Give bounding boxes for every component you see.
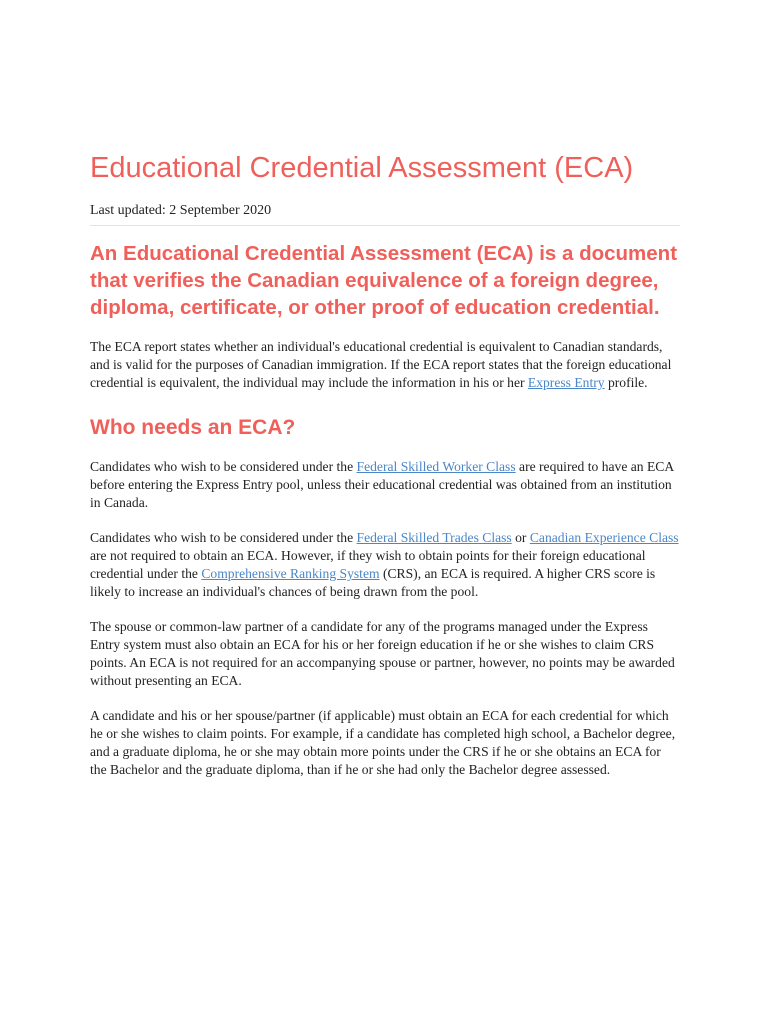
article: [90, 150, 680, 779]
fswc-paragraph: [90, 458, 680, 512]
fswc-text-1: Candidates who wish to be considered under the: [90, 459, 357, 474]
page-title: Educational Credential Assessment (ECA): [90, 152, 634, 184]
fstc-text-1: Candidates who wish to be considered under the: [90, 530, 357, 545]
each-credential-paragraph: A candidate and his or her spouse/partner (if applicable) must obtain an ECA for each credential for which he or she wishes to claim points. For example, if a candidate has completed high school, a Bachelor degree, and a graduate diploma, he or she may obtain more points under the CRS if he or she obtains an ECA for the Bachelor and the graduate diploma, than if he or she had only the Bachelor degree assessed.: [90, 708, 676, 777]
intro-text-2: profile.: [604, 375, 648, 390]
comprehensive-ranking-system-link[interactable]: Comprehensive Ranking System: [201, 566, 380, 581]
express-entry-link[interactable]: Express Entry: [527, 375, 605, 390]
spouse-paragraph: The spouse or common-law partner of a candidate for any of the programs managed under the Express Entry system must also obtain an ECA for his or her foreign education if he or she wishes to claim CRS points. An ECA is not required for an accompanying spouse or partner, however, no points may be awarded without presenting an ECA.: [90, 619, 675, 688]
fstc-paragraph: [90, 529, 680, 601]
canadian-experience-class-link[interactable]: Canadian Experience Class: [529, 530, 679, 545]
fstc-text-4: (CRS), an ECA is required. A higher CRS score is likely to increase an individual's chances of being drawn from the pool.: [90, 566, 656, 599]
fstc-text-2: or: [511, 530, 530, 545]
lead-heading: An Educational Credential Assessment (ECA) is a document that verifies the Canadian equivalence of a foreign degree, diploma, certificate, or other proof of education credential.: [90, 242, 678, 319]
federal-skilled-trades-class-link[interactable]: Federal Skilled Trades Class: [356, 530, 512, 545]
last-updated: Last updated: 2 September 2020: [90, 203, 680, 226]
fswc-text-2: are required to have an ECA before entering the Express Entry pool, unless their educational credential was obtained from an institution in Canada.: [90, 459, 674, 510]
intro-text-1: The ECA report states whether an individual's educational credential is equivalent to Canadian standards, and is valid for the purposes of Canadian immigration. If the ECA report states that the foreign educational credential is equivalent, the individual may include the information in his or her: [90, 339, 672, 390]
intro-paragraph: [90, 338, 680, 392]
section-heading: Who needs an ECA?: [90, 416, 296, 439]
fstc-text-3: are not required to obtain an ECA. However, if they wish to obtain points for their foreign educational credential under the: [90, 548, 646, 581]
federal-skilled-worker-class-link[interactable]: Federal Skilled Worker Class: [356, 459, 516, 474]
